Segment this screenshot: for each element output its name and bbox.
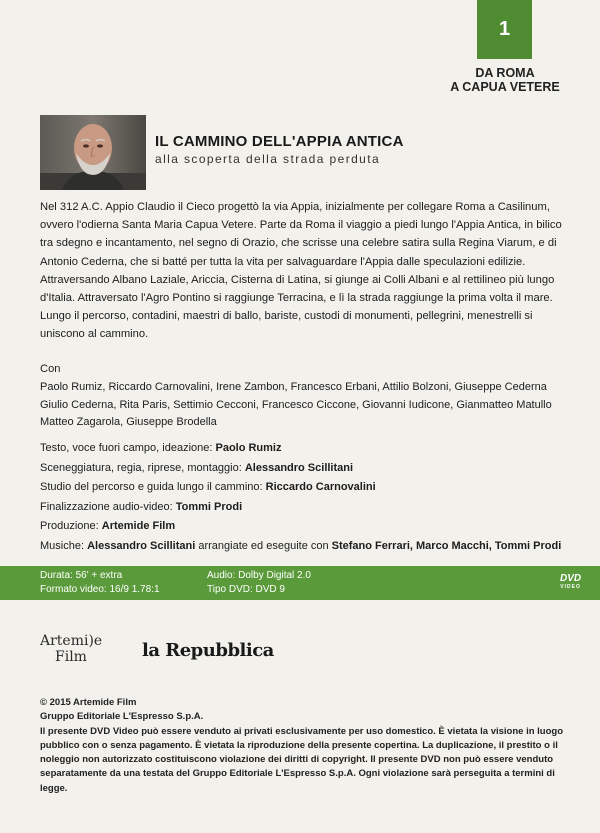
audio-format: Audio: Dolby Digital 2.0 — [207, 570, 311, 581]
credit-name: Alessandro Scillitani — [87, 539, 196, 552]
credit-row — [40, 439, 580, 459]
la-repubblica-logo: la Repubblica — [142, 640, 274, 661]
publisher-line: Gruppo Editoriale L'Espresso S.p.A. — [40, 711, 204, 723]
tech-col-audio — [207, 569, 311, 597]
credit-role: Musiche: — [40, 539, 88, 552]
tech-col-video — [40, 569, 160, 597]
duration: Durata: 56' + extra — [40, 570, 123, 581]
credit-name: Paolo Rumiz — [215, 442, 282, 454]
credit-name: Alessandro Scillitani — [244, 461, 354, 474]
volume-title-line1: DA ROMA — [475, 66, 535, 80]
credit-name: Tommi Prodi — [175, 500, 243, 513]
volume-number: 1 — [498, 18, 511, 40]
volume-title — [440, 66, 570, 94]
copyright-line: © 2015 Artemide Film — [40, 697, 137, 708]
credit-row — [40, 498, 580, 518]
artemide-film-logo — [40, 633, 120, 669]
portrait-illustration — [40, 115, 146, 190]
credit-role: Sceneggiatura, regia, riprese, montaggio: — [40, 461, 245, 474]
page-subtitle: alla scoperta della strada perduta — [155, 152, 381, 166]
dvd-video-logo — [560, 574, 581, 592]
synopsis-text: Nel 312 A.C. Appio Claudio il Cieco progettò la via Appia, inizialmente per collegare Roma a Casilinum, ovvero l'odierna Santa Maria Capua Vetere. Parte da Roma il viaggio a piedi lungo l'Appia Antica, in bilico tra sdegno e incantamento, nel segno di Orazio, che scrisse una celebre satira sulla Regina Viarum, e di Antonio Cederna, che si batté per tutta la vita per salvaguardare l'Appia dalle speculazioni edilizie. Attraversando Albano Laziale, Ariccia, Cisterna di Latina, si giunge ai Colli Albani e al rettilineo più lungo d'Italia. Attraversato l'Agro Pontino si raggiunge Terracina, e lì la strada raggiunge la prima volta il mare. Lungo il percorso, contadini, maestri di ballo, bariste, custodi di monumenti, pellegrini, menestrelli si uniscono al cammino. — [40, 201, 562, 341]
credit-row — [40, 459, 580, 479]
credit-name: Stefano Ferrari, Marco Macchi, Tommi Prodi — [331, 539, 562, 552]
credit-name: Artemide Film — [101, 520, 176, 532]
credit-row — [40, 478, 580, 498]
credit-name: Riccardo Carnovalini — [265, 481, 376, 493]
author-portrait — [40, 115, 146, 190]
artemide-logo-line1: Artemi)e — [40, 633, 103, 649]
dvd-logo-subtext: VIDEO — [560, 584, 581, 590]
credits — [40, 439, 580, 556]
credit-role: Finalizzazione audio-video: — [40, 500, 176, 513]
artemide-logo-line2: Film — [55, 649, 87, 665]
legal-text: Il presente DVD Video può essere venduto ai privati esclusivamente per uso domestico. È vietata la visione in luogo pubblico con o senza pagamento. È vietata la riproduzione della presente copertina. La duplicazione, il prestito o il noleggio non autorizzato costituiscono violazione dei diritti di copyright. Il presente DVD non può essere venduto separatamente da una testata del Gruppo Editoriale L'Espresso S.p.A. Ogni violazione sarà perseguita a termini di legge. — [40, 725, 564, 794]
dvd-type: Tipo DVD: DVD 9 — [207, 584, 285, 595]
credit-role: Testo, voce fuori campo, ideazione: — [40, 442, 216, 454]
credit-connector: arrangiate ed eseguite con — [195, 539, 332, 552]
legal-notice — [40, 696, 572, 796]
credit-row — [40, 517, 580, 537]
volume-title-line2: A CAPUA VETERE — [450, 80, 560, 94]
credit-row-music — [40, 537, 580, 557]
technical-info-band — [0, 566, 600, 600]
cast-label: Con — [40, 363, 61, 375]
video-format: Formato video: 16/9 1.78:1 — [40, 584, 160, 595]
page-title: IL CAMMINO DELL'APPIA ANTICA — [155, 133, 404, 150]
credit-role: Produzione: — [40, 520, 102, 532]
cast-list: Paolo Rumiz, Riccardo Carnovalini, Irene Zambon, Francesco Erbani, Attilio Bolzoni, Giuseppe Cederna Giulio Cederna, Rita Paris, Settimio Cecconi, Francesco Ciccone, Giovanni Iudicone, Gianmatteo Matullo Matteo Zagarola, Giuseppe Brodella — [40, 381, 552, 428]
dvd-logo-text: DVD — [560, 573, 582, 584]
credit-role: Studio del percorso e guida lungo il cammino: — [40, 481, 266, 493]
volume-number-badge — [477, 0, 532, 59]
